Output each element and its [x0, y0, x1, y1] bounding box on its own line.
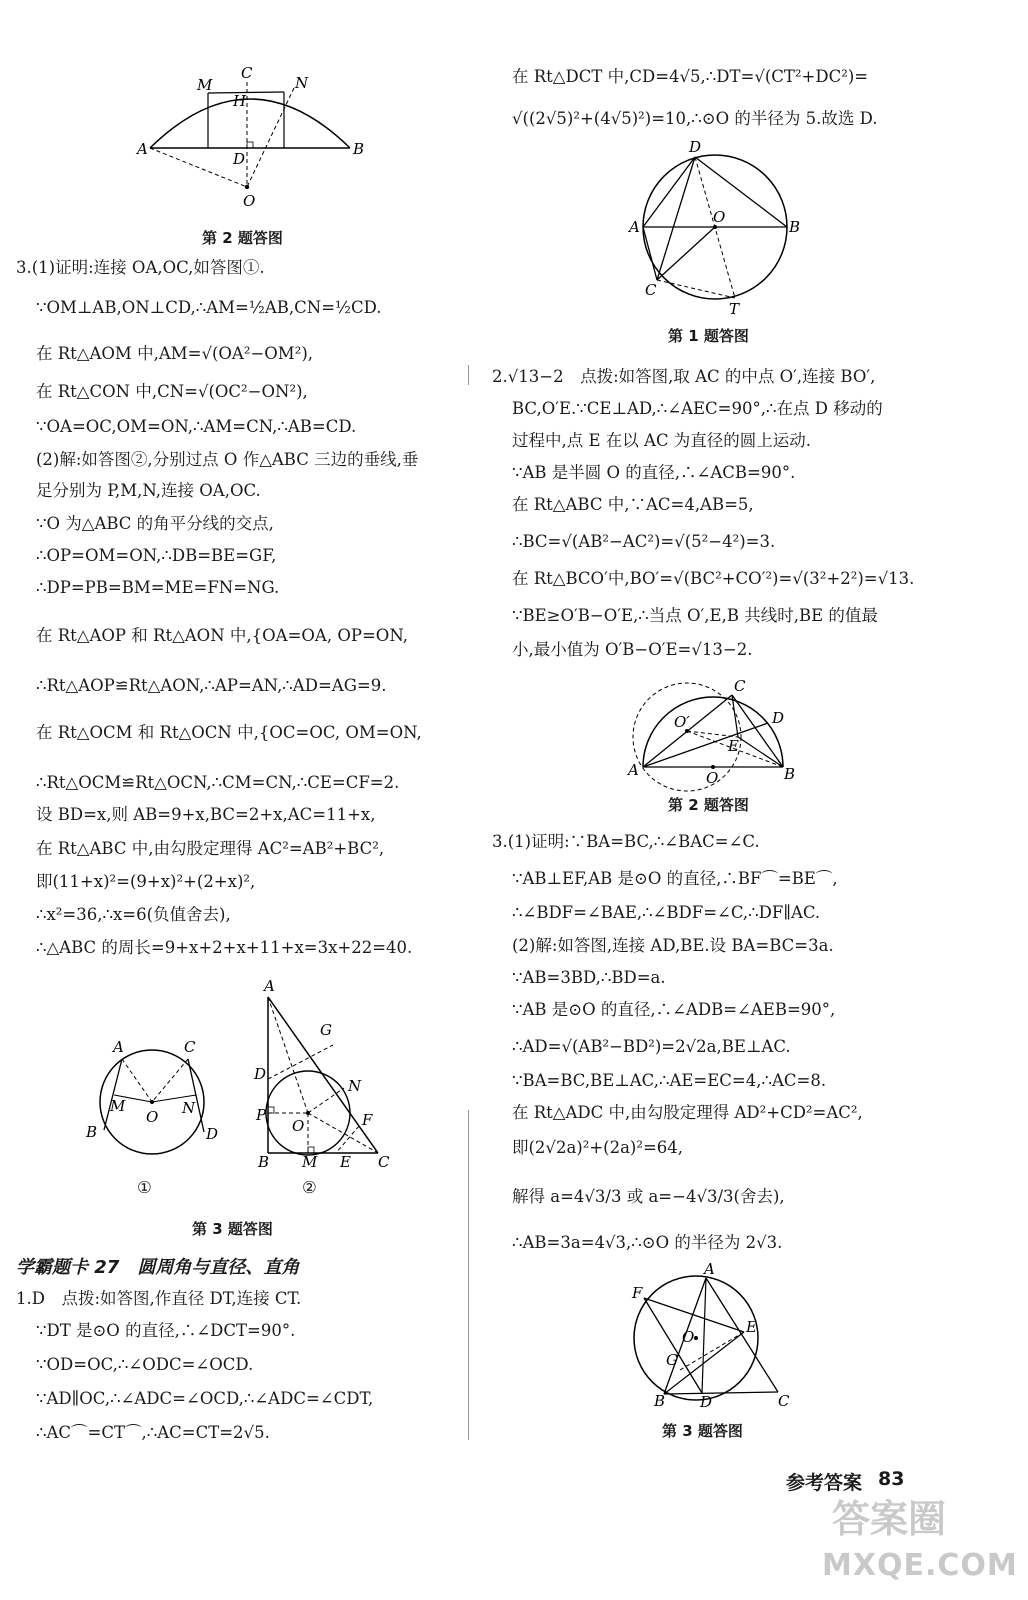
- left-text-line: ∴x²=36,∴x=6(负值舍去),: [36, 905, 231, 924]
- right-text-line: ∴BC=√(AB²−AC²)=√(5²−4²)=3.: [512, 532, 776, 551]
- right-text-line: ∴AD=√(AB²−BD²)=2√2a,BE⊥AC.: [512, 1037, 791, 1056]
- right-text-line: ∵BE≥O′B−O′E,∴当点 O′,E,B 共线时,BE 的值最: [512, 606, 878, 625]
- figure-q2-caption: 第 2 题答图: [202, 229, 283, 247]
- svg-text:C: C: [184, 1038, 196, 1056]
- left-text-line: 即(11+x)²=(9+x)²+(2+x)²,: [36, 872, 256, 891]
- right-text-line: 在 Rt△BCO′中,BO′=√(BC²+CO′²)=√(3²+2²)=√13.: [512, 569, 915, 588]
- svg-text:C: C: [241, 64, 253, 82]
- right-text-line: 2.√13−2 点拨:如答图,取 AC 的中点 O′,连接 BO′,: [492, 367, 876, 386]
- figure-q3b-caption: 第 3 题答图: [662, 1422, 743, 1440]
- svg-text:N: N: [182, 1099, 196, 1117]
- svg-text:E: E: [340, 1153, 351, 1171]
- svg-text:D: D: [254, 1065, 267, 1083]
- svg-text:B: B: [784, 765, 796, 783]
- left-text-line: 在 Rt△CON 中,CN=√(OC²−ON²),: [36, 382, 308, 401]
- svg-text:O: O: [682, 1328, 695, 1346]
- svg-text:C: C: [378, 1153, 390, 1171]
- svg-text:O: O: [243, 192, 256, 210]
- svg-text:M: M: [302, 1153, 318, 1171]
- left-text-line: 在 Rt△OCM 和 Rt△OCN 中,{OC=OC, OM=ON,: [36, 723, 422, 742]
- right-text-line: ∵AB⊥EF,AB 是⊙O 的直径,∴BF⌒=BE⌒,: [512, 869, 838, 888]
- right-text-line: ∵AB 是半圆 O 的直径,∴∠ACB=90°.: [512, 463, 796, 482]
- svg-text:B: B: [258, 1153, 270, 1171]
- right-text-line: √((2√5)²+(4√5)²)=10,∴⊙O 的半径为 5.故选 D.: [512, 109, 878, 128]
- figure-q3-2-triangle: [250, 975, 410, 1175]
- left-text-line: ∴Rt△AOP≌Rt△AON,∴AP=AN,∴AD=AG=9.: [36, 676, 387, 695]
- left-text-line: ∴△ABC 的周长=9+x+2+x+11+x=3x+22=40.: [36, 938, 413, 957]
- left-text-line: ∵OD=OC,∴∠ODC=∠OCD.: [36, 1355, 254, 1374]
- figure-q1-caption: 第 1 题答图: [668, 327, 749, 345]
- watermark-logo: 答案圈: [832, 1497, 947, 1541]
- left-text-line: 在 Rt△AOP 和 Rt△AON 中,{OA=OA, OP=ON,: [36, 626, 408, 645]
- svg-text:P: P: [256, 1106, 267, 1124]
- svg-text:D: D: [689, 140, 702, 156]
- svg-text:A: A: [628, 761, 639, 779]
- svg-text:C: C: [734, 677, 746, 695]
- right-text-line: 过程中,点 E 在以 AC 为直径的圆上运动.: [512, 431, 812, 450]
- svg-text:M: M: [197, 76, 213, 94]
- svg-text:B: B: [353, 140, 365, 158]
- svg-text:F: F: [632, 1284, 643, 1302]
- section-title: 学霸题卡 27 圆周角与直径、直角: [16, 1257, 300, 1278]
- svg-text:O′: O′: [674, 713, 690, 731]
- figure-q2-arc: [125, 60, 375, 210]
- left-text-line: (2)解:如答图②,分别过点 O 作△ABC 三边的垂线,垂: [36, 450, 419, 469]
- svg-text:D: D: [772, 709, 785, 727]
- figure-q3-label-2: ②: [302, 1178, 317, 1197]
- svg-text:M: M: [110, 1097, 126, 1115]
- svg-text:O: O: [713, 208, 726, 226]
- right-text-line: 小,最小值为 O′B−O′E=√13−2.: [512, 640, 753, 659]
- svg-text:N: N: [295, 74, 309, 92]
- right-text-line: 解得 a=4√3/3 或 a=−4√3/3(舍去),: [512, 1187, 785, 1206]
- right-text-line: 即(2√2a)²+(2a)²=64,: [512, 1138, 684, 1157]
- svg-text:E: E: [746, 1318, 757, 1336]
- svg-text:B: B: [789, 218, 801, 236]
- right-text-line: 在 Rt△DCT 中,CD=4√5,∴DT=√(CT²+DC²)=: [512, 67, 869, 86]
- column-divider: [468, 1110, 469, 1440]
- svg-text:F: F: [362, 1111, 373, 1129]
- watermark-url: MXQE.COM: [822, 1548, 1018, 1583]
- left-text-line: 在 Rt△AOM 中,AM=√(OA²−OM²),: [36, 344, 314, 363]
- svg-text:A: A: [264, 977, 275, 995]
- figure-q2b-caption: 第 2 题答图: [668, 796, 749, 814]
- right-text-line: 3.(1)证明:∵BA=BC,∴∠BAC=∠C.: [492, 832, 760, 851]
- right-text-line: 在 Rt△ABC 中,∵AC=4,AB=5,: [512, 495, 754, 514]
- left-text-line: ∴Rt△OCM≌Rt△OCN,∴CM=CN,∴CE=CF=2.: [36, 773, 400, 792]
- figure-q1-circle: [625, 140, 805, 320]
- svg-text:H: H: [233, 92, 247, 110]
- svg-text:A: A: [137, 140, 148, 158]
- left-text-line: 设 BD=x,则 AB=9+x,BC=2+x,AC=11+x,: [36, 805, 376, 824]
- svg-text:N: N: [348, 1077, 362, 1095]
- figure-q3-1-circle: [80, 1025, 230, 1170]
- svg-text:E: E: [728, 737, 739, 755]
- right-text-line: ∴AB=3a=4√3,∴⊙O 的半径为 2√3.: [512, 1233, 783, 1252]
- svg-text:D: D: [206, 1125, 219, 1143]
- svg-text:O: O: [146, 1108, 159, 1126]
- figure-q2-semicircle: [618, 675, 808, 795]
- svg-text:G: G: [666, 1351, 678, 1369]
- left-text-line: 在 Rt△ABC 中,由勾股定理得 AC²=AB²+BC²,: [36, 839, 385, 858]
- svg-text:D: D: [700, 1393, 713, 1411]
- svg-text:O: O: [292, 1117, 305, 1135]
- svg-text:B: B: [654, 1392, 666, 1410]
- left-text-line: ∵DT 是⊙O 的直径,∴∠DCT=90°.: [36, 1321, 296, 1340]
- left-text-line: 足分别为 P,M,N,连接 OA,OC.: [36, 481, 261, 500]
- left-text-line: ∵OM⊥AB,ON⊥CD,∴AM=½AB,CN=½CD.: [36, 298, 382, 317]
- left-text-line: ∵AD∥OC,∴∠ADC=∠OCD,∴∠ADC=∠CDT,: [36, 1389, 374, 1408]
- right-text-line: ∵AB 是⊙O 的直径,∴∠ADB=∠AEB=90°,: [512, 1000, 836, 1019]
- svg-text:G: G: [320, 1021, 332, 1039]
- figure-q3-label-1: ①: [137, 1178, 152, 1197]
- right-text-line: ∵BA=BC,BE⊥AC,∴AE=EC=4,∴AC=8.: [512, 1071, 827, 1090]
- left-text-line: 3.(1)证明:连接 OA,OC,如答图①.: [16, 258, 265, 277]
- svg-text:B: B: [86, 1123, 98, 1141]
- svg-text:O: O: [706, 769, 719, 787]
- left-text-line: ∴AC⌒=CT⌒,∴AC=CT=2√5.: [36, 1423, 270, 1442]
- svg-text:A: A: [113, 1038, 124, 1056]
- svg-text:A: A: [629, 218, 640, 236]
- right-text-line: ∴∠BDF=∠BAE,∴∠BDF=∠C,∴DF∥AC.: [512, 903, 821, 922]
- page-number: 83: [878, 1468, 905, 1490]
- right-text-line: ∵AB=3BD,∴BD=a.: [512, 968, 666, 987]
- left-text-line: ∵OA=OC,OM=ON,∴AM=CN,∴AB=CD.: [36, 417, 357, 436]
- left-text-line: 1.D 点拨:如答图,作直径 DT,连接 CT.: [16, 1289, 302, 1308]
- svg-text:C: C: [645, 281, 657, 299]
- figure-q3b-circle: [620, 1262, 800, 1417]
- right-text-line: 在 Rt△ADC 中,由勾股定理得 AD²+CD²=AC²,: [512, 1103, 863, 1122]
- left-text-line: ∴OP=OM=ON,∴DB=BE=GF,: [36, 546, 277, 565]
- column-divider: [468, 365, 469, 385]
- svg-text:C: C: [778, 1392, 790, 1410]
- left-text-line: ∵O 为△ABC 的角平分线的交点,: [36, 514, 274, 533]
- left-text-line: ∴DP=PB=BM=ME=FN=NG.: [36, 578, 280, 597]
- svg-text:A: A: [704, 1262, 715, 1278]
- right-text-line: BC,O′E.∵CE⊥AD,∴∠AEC=90°,∴在点 D 移动的: [512, 399, 883, 418]
- figure-q3-caption: 第 3 题答图: [192, 1220, 273, 1238]
- svg-text:D: D: [233, 150, 246, 168]
- footer-label: 参考答案: [786, 1472, 863, 1494]
- svg-text:T: T: [729, 300, 740, 318]
- right-text-line: (2)解:如答图,连接 AD,BE.设 BA=BC=3a.: [512, 936, 834, 955]
